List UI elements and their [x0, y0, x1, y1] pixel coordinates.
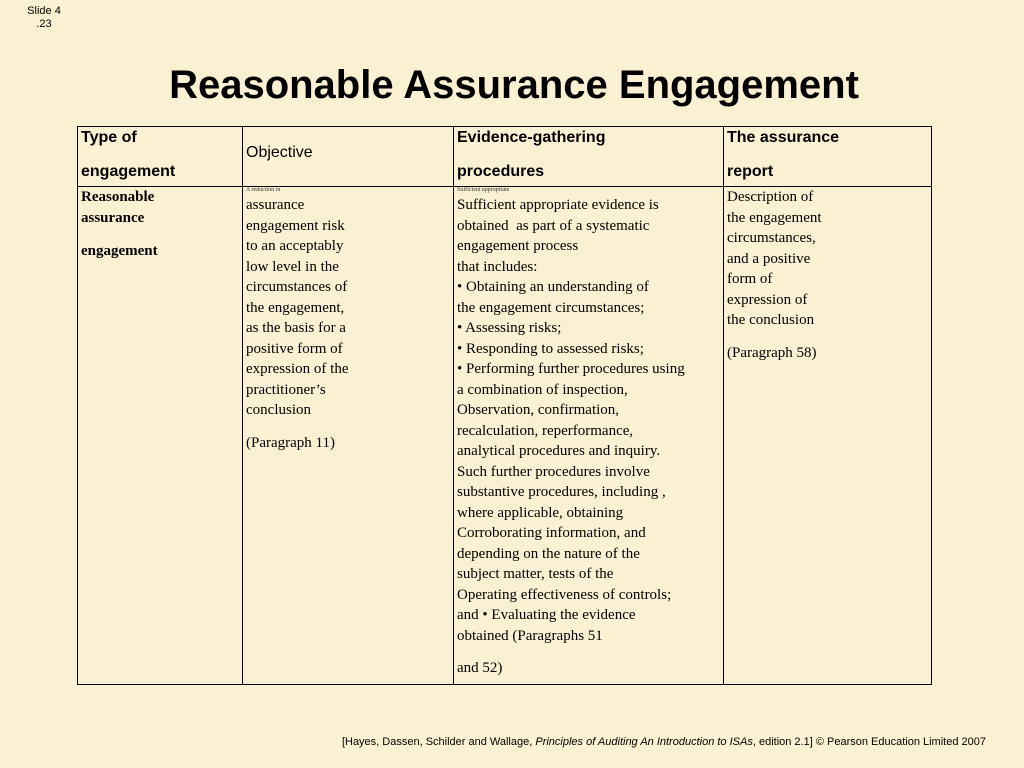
- objective-caption: A reduction in: [246, 187, 281, 193]
- text-line: • Responding to assessed risks;: [457, 340, 644, 357]
- cell-type: [78, 187, 243, 685]
- text-line: Sufficient appropriate evidence is: [457, 197, 659, 213]
- cell-type-line1: Reasonable: [81, 189, 155, 205]
- text-line: obtained as part of a systematic: [457, 217, 650, 234]
- table-row: [78, 187, 932, 685]
- text-line: positive form of: [246, 340, 343, 357]
- header-evidence-line1: Evidence-gathering: [457, 129, 606, 146]
- slide-title: Reasonable Assurance Engagement: [169, 63, 859, 107]
- header-type-line2: engagement: [81, 163, 176, 180]
- text-line: • Assessing risks;: [457, 320, 562, 336]
- text-line: circumstances of: [246, 279, 348, 295]
- header-report-line2: report: [727, 163, 774, 180]
- text-line: the conclusion: [727, 312, 815, 328]
- header-evidence-gathering: [454, 127, 724, 187]
- header-type-of-engagement: [78, 127, 243, 187]
- slide-number: [24, 5, 64, 31]
- text-line: Observation, confirmation,: [457, 402, 620, 418]
- text-line: that includes:: [457, 258, 538, 275]
- text-line: Operating effectiveness of controls;: [457, 586, 672, 603]
- header-report-line1: The assurance: [727, 129, 840, 146]
- slide-number-line2: .23: [36, 18, 52, 30]
- footer-citation: [342, 736, 986, 748]
- text-line: to an acceptably: [246, 238, 344, 254]
- cell-evidence: [454, 187, 724, 685]
- evidence-lines: [457, 195, 720, 646]
- text-line: Description of: [727, 189, 814, 205]
- cell-type-line3: engagement: [81, 243, 158, 259]
- text-line: where applicable, obtaining: [457, 504, 624, 521]
- text-line: recalculation, reperformance,: [457, 422, 634, 439]
- header-evidence-line2: procedures: [457, 163, 545, 180]
- text-line: engagement risk: [246, 217, 345, 234]
- header-type-line1: Type of: [81, 129, 137, 146]
- footer-prefix: [Hayes, Dassen, Schilder and Wallage,: [341, 736, 536, 748]
- evidence-reference: and 52): [457, 660, 503, 676]
- text-line: the engagement,: [246, 299, 345, 316]
- engagement-table: [77, 126, 932, 685]
- text-line: form of: [727, 271, 773, 287]
- text-line: practitioner’s: [246, 381, 326, 398]
- text-line: engagement process: [457, 238, 579, 254]
- text-line: low level in the: [246, 258, 339, 275]
- text-line: as the basis for a: [246, 320, 346, 336]
- text-line: Corroborating information, and: [457, 525, 646, 541]
- cell-type-line2: assurance: [81, 209, 145, 226]
- text-line: substantive procedures, including ,: [457, 484, 666, 500]
- footer-suffix: , edition 2.1] © Pearson Education Limited 2007: [752, 736, 986, 748]
- report-reference: (Paragraph 58): [727, 344, 817, 361]
- objective-lines: [246, 195, 450, 421]
- text-line: conclusion: [246, 402, 311, 418]
- text-line: expression of: [727, 291, 808, 308]
- footer-book-title: Principles of Auditing An Introduction to ISAs: [535, 736, 753, 748]
- text-line: and • Evaluating the evidence: [457, 607, 636, 623]
- text-line: and a positive: [727, 250, 811, 267]
- text-line: Such further procedures involve: [457, 463, 650, 480]
- header-assurance-report: [724, 127, 932, 187]
- text-line: • Obtaining an understanding of: [457, 279, 649, 295]
- text-line: the engagement: [727, 209, 822, 226]
- objective-reference: (Paragraph 11): [246, 434, 335, 451]
- text-line: expression of the: [246, 361, 349, 377]
- text-line: a combination of inspection,: [457, 381, 628, 398]
- text-line: assurance: [246, 197, 305, 213]
- cell-objective: [243, 187, 454, 685]
- evidence-caption: Sufficient appropriate: [457, 187, 510, 193]
- text-line: circumstances,: [727, 230, 816, 246]
- text-line: subject matter, tests of the: [457, 566, 614, 582]
- text-line: the engagement circumstances;: [457, 299, 645, 316]
- cell-report: [724, 187, 932, 685]
- report-lines: [727, 187, 928, 331]
- text-line: obtained (Paragraphs 51: [457, 627, 603, 644]
- text-line: analytical procedures and inquiry.: [457, 443, 661, 459]
- table-header-row: [78, 127, 932, 187]
- text-line: • Performing further procedures using: [457, 361, 685, 377]
- text-line: depending on the nature of the: [457, 545, 640, 562]
- header-objective: [243, 127, 454, 187]
- slide-number-line1: Slide 4: [27, 5, 61, 17]
- header-objective-text: Objective: [246, 144, 313, 161]
